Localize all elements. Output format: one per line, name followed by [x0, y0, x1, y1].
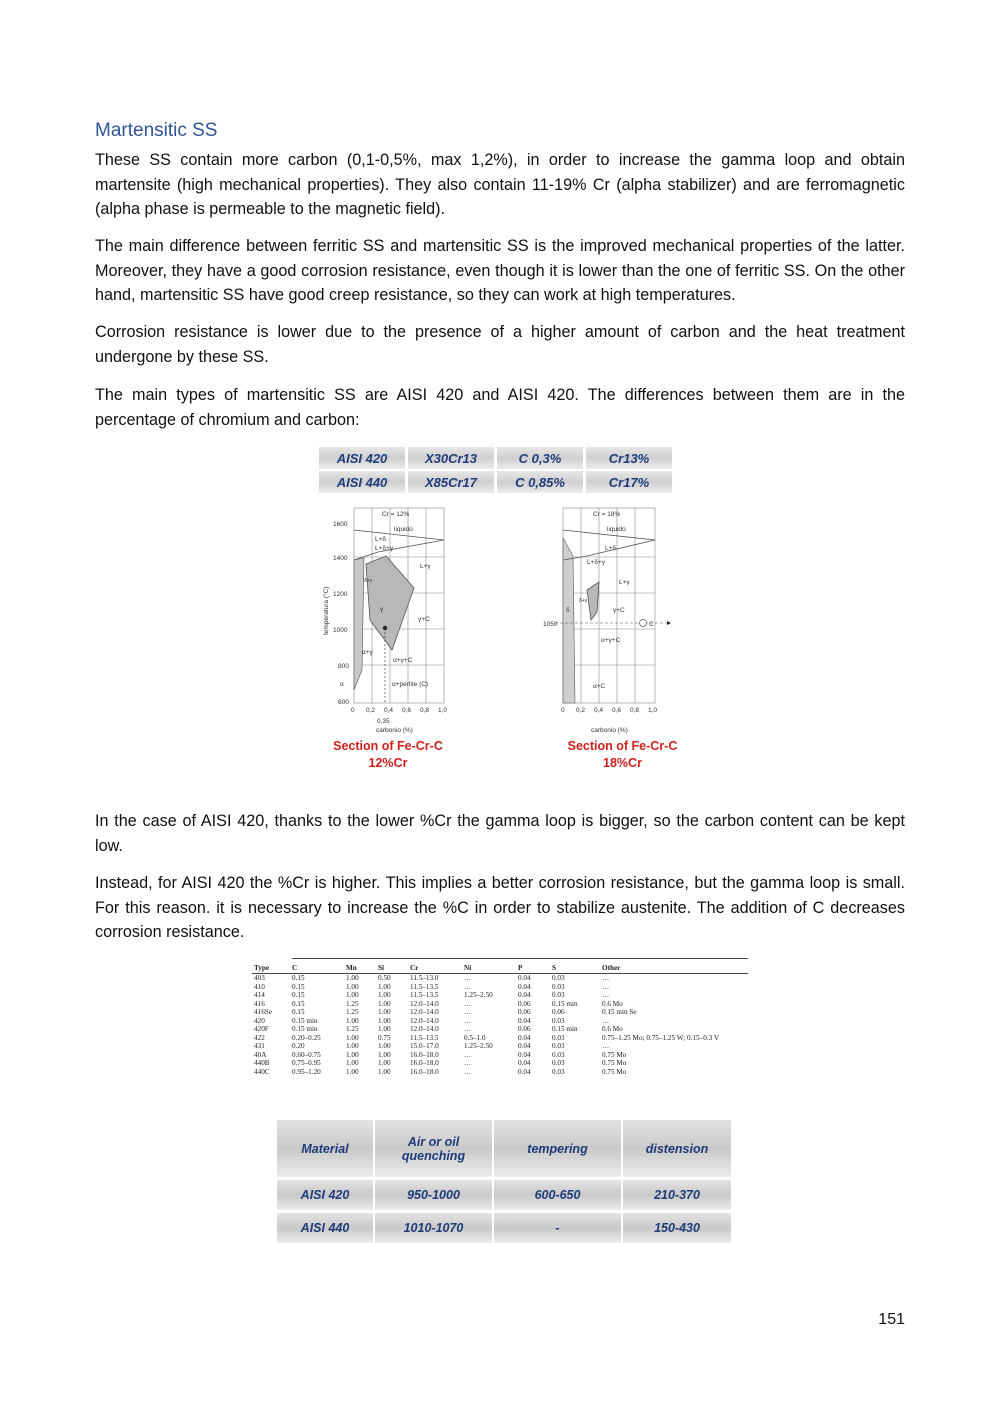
phase-diagram-18cr: [535, 500, 685, 740]
y-tick: 600: [338, 699, 349, 706]
region-label: α+γ+C: [393, 657, 413, 664]
table-cell: 0.15 min: [552, 999, 578, 1008]
table-cell: 12.0–14.0: [410, 1008, 439, 1016]
x-tick: 1,0: [438, 707, 448, 714]
table-row: [252, 1051, 748, 1060]
table-cell: 0.03: [552, 1059, 565, 1067]
table-cell: 0.15: [292, 974, 305, 982]
paragraph: Corrosion resistance is lower due to the presence of a higher amount of carbon and the heat treatment undergone by these SS.: [95, 323, 905, 366]
region-label: δ+γ: [364, 578, 373, 584]
x-axis-label: carbonio (%): [376, 727, 413, 734]
table-cell: 414: [254, 991, 265, 999]
table-cell: 0.04: [518, 1016, 531, 1025]
column-header: Mn: [344, 962, 376, 974]
column-header: C: [290, 962, 344, 974]
table-cell: 416Se: [254, 1008, 272, 1016]
table-cell: 600-650: [494, 1180, 621, 1210]
table-cell: 12.0–14.0: [410, 1016, 439, 1025]
x-tick: 0: [351, 707, 355, 714]
column-header: Material: [277, 1120, 373, 1177]
column-header: tempering: [494, 1120, 621, 1177]
table-header-row: [252, 962, 748, 974]
table-cell: 431: [254, 1042, 265, 1050]
table-cell: 0.15: [292, 999, 305, 1008]
grade-cell: Cr17%: [586, 471, 672, 493]
table-cell: 0.06: [518, 1008, 531, 1016]
region-label: L+γ: [619, 579, 630, 586]
x-tick: 0,6: [402, 707, 412, 714]
region-label: L+δ: [605, 545, 617, 552]
table-cell: 0.03: [552, 1050, 565, 1059]
region-label: δ+γ: [579, 598, 588, 604]
table-cell: 1.25–2.50: [464, 991, 493, 999]
x-tick: 1,0: [648, 707, 658, 714]
region-label: L+γ: [420, 563, 431, 570]
table-cell: 1.00: [346, 1033, 359, 1042]
table-cell: …: [464, 1008, 472, 1016]
table-cell: 0.75 Mo: [602, 1059, 627, 1067]
table-cell: 416: [254, 999, 265, 1008]
page-number: 151: [878, 1311, 905, 1328]
y-tick: 1600: [333, 521, 348, 528]
grade-cell: Cr13%: [586, 447, 672, 469]
region-label: γ+C: [418, 616, 430, 623]
table-header-row: [277, 1120, 731, 1177]
y-axis-label: temperatura (°C): [323, 586, 330, 635]
grade-cell: AISI 440: [319, 471, 405, 493]
table-cell: 1.00: [378, 982, 391, 991]
table-cell: 1.00: [378, 991, 391, 999]
table-cell: 1.00: [346, 991, 359, 999]
column-header: Type: [252, 962, 290, 974]
region-label: δ: [566, 607, 570, 614]
table-cell: 0.75–0.95: [292, 1059, 321, 1067]
table-cell: 1.00: [346, 1016, 359, 1025]
table-cell: 0.04: [518, 1067, 531, 1076]
table-cell: 0.04: [518, 1059, 531, 1067]
table-cell: …: [602, 982, 610, 991]
column-header: P: [516, 962, 550, 974]
table-cell: 0.20: [292, 1042, 305, 1050]
table-cell: 0.04: [518, 1042, 531, 1050]
table-cell: 1.00: [378, 1025, 391, 1033]
table-cell: 1.00: [346, 1042, 359, 1050]
table-cell: …: [464, 1016, 472, 1025]
table-cell: 210-370: [623, 1180, 731, 1210]
table-cell: 1.00: [346, 982, 359, 991]
table-cell: 440B: [254, 1059, 270, 1067]
table-cell: 150-430: [623, 1213, 731, 1243]
table-row: [277, 1180, 731, 1210]
x-tick: 0,8: [420, 707, 430, 714]
x-tick: 0,6: [612, 707, 622, 714]
table-cell: 1010-1070: [375, 1213, 492, 1243]
table-row: [252, 1034, 748, 1043]
region-label: C: [649, 621, 654, 628]
table-cell: 950-1000: [375, 1180, 492, 1210]
table-row: [252, 991, 748, 1000]
table-cell: 0.75–1.25 Mo; 0.75–1.25 W; 0.15–0.3 V: [602, 1033, 720, 1042]
grade-cell: C 0,3%: [497, 447, 583, 469]
column-header: S: [550, 962, 600, 974]
region-label: γ+C: [613, 607, 625, 614]
region-label: L+δ+γ: [375, 545, 394, 552]
x-tick: 0,2: [576, 707, 586, 714]
table-cell: 16.0–18.0: [410, 1050, 439, 1059]
composition-table: [252, 958, 748, 1076]
table-cell: 0.15 min: [292, 1025, 318, 1033]
composition-table-body: [252, 974, 748, 1077]
table-row: [252, 1025, 748, 1034]
table-row: [252, 1000, 748, 1009]
caption-line: Section of Fe-Cr-C: [567, 739, 678, 753]
x-tick: 0,8: [630, 707, 640, 714]
column-header: Other: [600, 962, 748, 974]
caption-line: 12%Cr: [368, 756, 408, 770]
table-row: [252, 1008, 748, 1017]
region-label: α+C: [593, 683, 606, 690]
table-cell: …: [464, 974, 472, 982]
table-cell: 1.00: [346, 974, 359, 982]
table-cell: 410: [254, 982, 265, 991]
table-cell: …: [464, 982, 472, 991]
phase-diagram-12cr: [318, 500, 458, 740]
region-label: α+γ: [362, 649, 373, 656]
region-label: γ: [380, 606, 384, 613]
region-label: α+perlite (C): [392, 681, 429, 688]
grade-row: [319, 447, 672, 469]
table-cell: 1.00: [378, 1059, 391, 1067]
table-cell: 0.04: [518, 1050, 531, 1059]
column-header: Ni: [462, 962, 516, 974]
table-cell: 1.25–2.50: [464, 1042, 493, 1050]
table-cell: 16.0–18.0: [410, 1059, 439, 1067]
region-label: α+γ+C: [601, 637, 621, 644]
paragraph: Instead, for AISI 420 the %Cr is higher. This implies a better corrosion resistance, but the gamma loop is small. For this reason. it is necessary to increase the %C in order to stabilize austenite. The addition of C decreases corrosion resistance.: [95, 874, 905, 941]
table-cell: 0.50: [378, 974, 391, 982]
column-header: distension: [623, 1120, 731, 1177]
table-cell: 0.03: [552, 1033, 565, 1042]
table-cell: 1.00: [346, 1067, 359, 1076]
table-cell: 0.06: [518, 999, 531, 1008]
table-cell: 1.00: [378, 999, 391, 1008]
table-row: [277, 1213, 731, 1243]
grade-table: [316, 445, 675, 495]
table-cell: 0.15 min: [292, 1016, 318, 1025]
table-cell: 11.5–13.5: [410, 982, 439, 991]
column-header: Cr: [408, 962, 462, 974]
table-cell: 0.15: [292, 1008, 305, 1016]
table-cell: 0.15 min Se: [602, 1008, 637, 1016]
table-cell: 0.15: [292, 982, 305, 991]
table-cell: 0.75: [378, 1033, 391, 1042]
table-cell: 12.0–14.0: [410, 1025, 439, 1033]
table-cell: 1.25: [346, 1025, 359, 1033]
grade-cell: AISI 420: [319, 447, 405, 469]
y-tick: 1000: [333, 627, 348, 634]
paragraph: The main types of martensitic SS are AISI 420 and AISI 420. The differences between them are in the percentage of chromium and carbon:: [95, 386, 905, 429]
table-cell: -: [494, 1213, 621, 1243]
table-cell: …: [602, 974, 610, 982]
table-cell: 0.03: [552, 991, 565, 999]
section-heading: Martensitic SS: [95, 120, 218, 141]
table-cell: 0.03: [552, 1067, 565, 1076]
table-cell: 1.00: [346, 1050, 359, 1059]
region-label: L+δ+γ: [587, 559, 606, 566]
table-cell: …: [602, 1042, 610, 1050]
table-cell: 420F: [254, 1025, 269, 1033]
table-cell: 422: [254, 1033, 265, 1042]
table-row: [252, 1017, 748, 1026]
table-cell: 420: [254, 1016, 265, 1025]
table-cell: 0.04: [518, 1033, 531, 1042]
table-cell: 1.25: [346, 999, 359, 1008]
y-tick: 1050: [543, 621, 558, 628]
cr-label: Cr = 18%: [593, 511, 621, 518]
table-cell: 0.03: [552, 982, 565, 991]
grade-cell: X30Cr13: [408, 447, 494, 469]
table-cell: …: [464, 1025, 472, 1033]
table-cell: 0.04: [518, 974, 531, 982]
grade-cell: X85Cr17: [408, 471, 494, 493]
table-cell: 0.03: [552, 974, 565, 982]
table-cell: 403: [254, 974, 265, 982]
table-cell: 0.04: [518, 982, 531, 991]
table-cell: 0.95–1.20: [292, 1067, 321, 1076]
x-axis-label: carbonio (%): [591, 727, 628, 734]
table-cell: 1.00: [378, 1016, 391, 1025]
table-cell: 12.0–14.0: [410, 999, 439, 1008]
caption-line: Section of Fe-Cr-C: [333, 739, 443, 753]
table-cell: 0.75 Mo: [602, 1050, 627, 1059]
table-cell: …: [464, 1059, 472, 1067]
table-cell: 11.5–13.5: [410, 1033, 439, 1042]
table-row: [252, 983, 748, 992]
column-header: Si: [376, 962, 408, 974]
table-cell: 16.0–18.0: [410, 1067, 439, 1076]
table-row: [252, 1059, 748, 1068]
table-cell: 0.15: [292, 991, 305, 999]
table-cell: 11.5–13.0: [410, 974, 439, 982]
table-cell: 0.15 min: [552, 1025, 578, 1033]
table-cell: 11.5–13.5: [410, 991, 439, 999]
region-label: L+δ: [375, 536, 387, 543]
heat-treatment-table: [275, 1117, 733, 1246]
table-row: [252, 974, 748, 983]
table-cell: 0.06: [552, 1008, 565, 1016]
table-cell: 15.0–17.0: [410, 1042, 439, 1050]
table-cell: …: [602, 991, 610, 999]
table-cell: 0.03: [552, 1042, 565, 1050]
table-cell: AISI 440: [277, 1213, 373, 1243]
table-row: [252, 1068, 748, 1077]
x-tick: 0,35: [377, 718, 390, 725]
grade-cell: C 0,85%: [497, 471, 583, 493]
table-cell: …: [464, 1050, 472, 1059]
paragraph: In the case of AISI 420, thanks to the lower %Cr the gamma loop is bigger, so the carbon content can be kept low.: [95, 812, 905, 855]
table-cell: 0.5–1.0: [464, 1033, 486, 1042]
paragraph: These SS contain more carbon (0,1-0,5%, max 1,2%), in order to increase the gamma loop and obtain martensite (high mechanical properties). They also contain 11-19% Cr (alpha stabilizer) and are ferromagnetic (alpha phase is permeable to the magnetic field).: [95, 151, 905, 218]
table-cell: 0.60–0.75: [292, 1050, 321, 1059]
caption-line: 18%Cr: [603, 756, 642, 770]
cr-label: Cr = 12%: [382, 511, 410, 518]
diagram-caption: [555, 738, 690, 772]
table-cell: AISI 420: [277, 1180, 373, 1210]
column-header: Air or oil quenching: [375, 1120, 492, 1177]
region-label: α: [340, 681, 344, 688]
table-cell: 1.00: [378, 1050, 391, 1059]
table-cell: 440C: [254, 1067, 270, 1076]
region-label: liquido: [394, 526, 413, 533]
table-cell: …: [602, 1016, 610, 1025]
x-tick: 0,2: [366, 707, 376, 714]
table-cell: 1.00: [378, 1067, 391, 1076]
table-cell: 0.04: [518, 991, 531, 999]
paragraph: The main difference between ferritic SS and martensitic SS is the improved mechanical properties of the latter. Moreover, they have a good corrosion resistance, even though it is lower than the one of ferritic SS. On the other hand, martensitic SS have good creep resistance, so they can work at high temperatures.: [95, 237, 905, 304]
table-cell: 40A: [254, 1050, 267, 1059]
table-cell: 1.00: [378, 1008, 391, 1016]
x-tick: 0,4: [594, 707, 604, 714]
y-tick: 1400: [333, 555, 348, 562]
y-tick: 1200: [333, 591, 348, 598]
diagram-caption: [318, 738, 458, 772]
table-cell: …: [464, 1067, 472, 1076]
table-cell: 0.6 Mo: [602, 1025, 623, 1033]
table-cell: 0.03: [552, 1016, 565, 1025]
table-cell: 0.20–0.25: [292, 1033, 321, 1042]
y-tick: 800: [338, 663, 349, 670]
x-tick: 0: [561, 707, 565, 714]
table-cell: 1.00: [346, 1059, 359, 1067]
table-cell: 1.00: [378, 1042, 391, 1050]
table-cell: 1.25: [346, 1008, 359, 1016]
table-row: [252, 1042, 748, 1051]
table-cell: 0.6 Mo: [602, 999, 623, 1008]
table-cell: …: [464, 999, 472, 1008]
table-cell: 0.75 Mo: [602, 1067, 627, 1076]
region-label: liquido: [607, 526, 626, 533]
grade-row: [319, 471, 672, 493]
table-cell: 0.06: [518, 1025, 531, 1033]
x-tick: 0,4: [384, 707, 394, 714]
